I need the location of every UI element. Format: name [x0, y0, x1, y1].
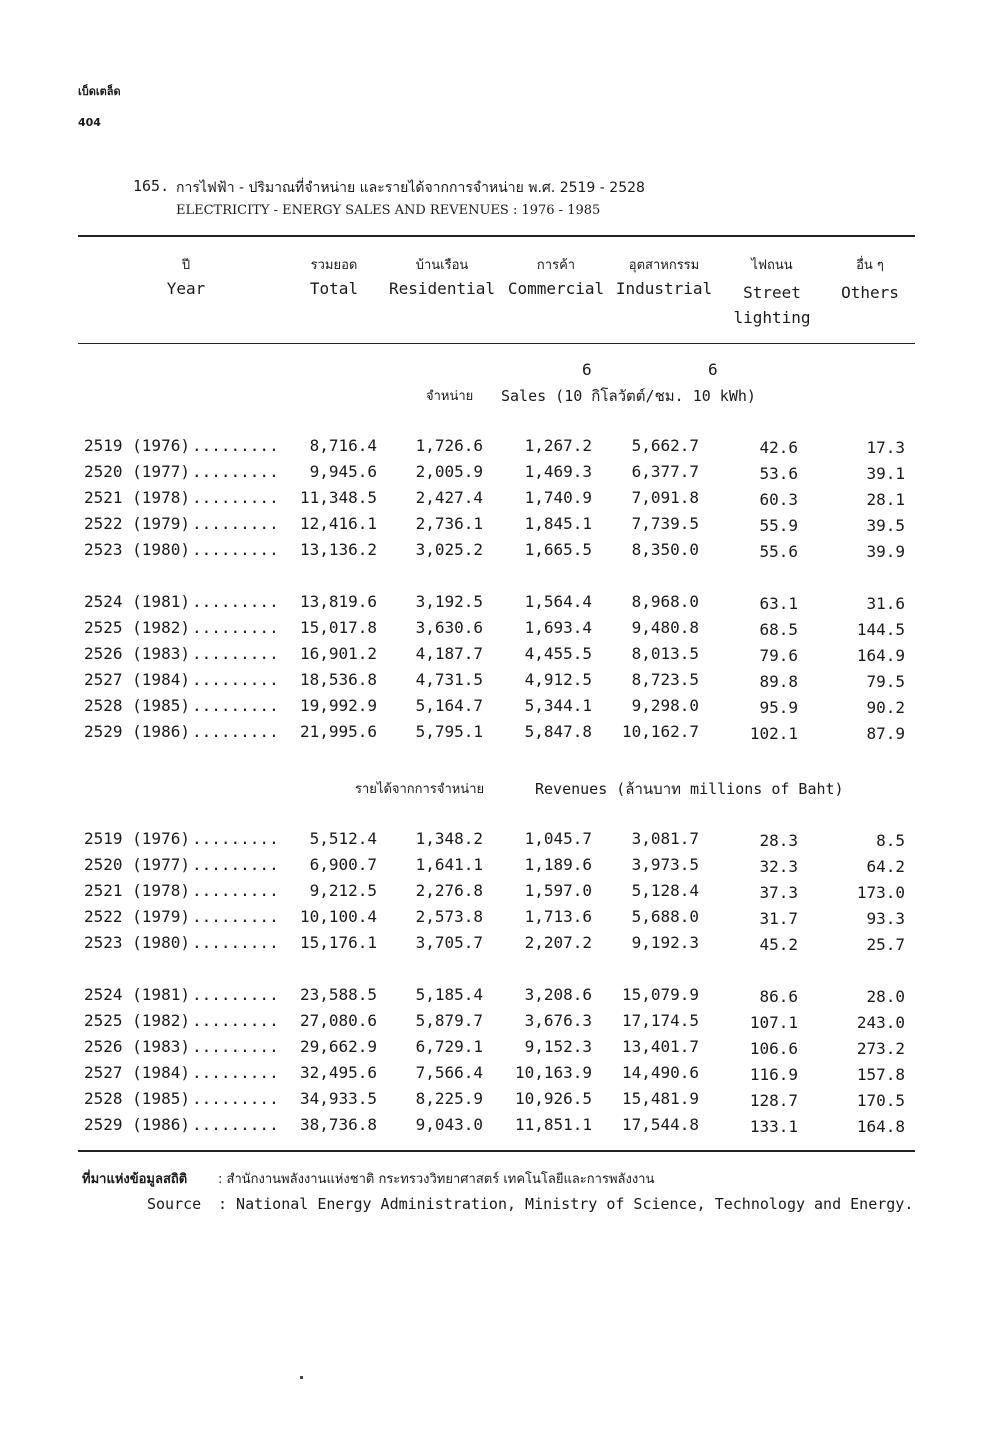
- revenues-cell-col4: 15,079.9: [621, 985, 699, 1004]
- sales-cell-col6: 17.3: [866, 438, 905, 457]
- revenues-heading-en: Revenues (ล้านบาท millions of Baht): [535, 780, 844, 798]
- revenues-cell-col5: 128.7: [749, 1091, 798, 1110]
- sales-cell-col3: 1,469.3: [524, 462, 592, 481]
- sales-cell-col1: 21,995.6: [299, 722, 377, 741]
- revenues-cell-col5: 133.1: [749, 1117, 798, 1136]
- sales-cell-col3: 1,845.1: [524, 514, 592, 533]
- revenues-cell-col6: 164.8: [856, 1117, 905, 1136]
- revenues-row-leader-dots: .........: [192, 933, 279, 952]
- column-header-en-2: Residential: [389, 279, 495, 298]
- sales-cell-col4: 7,739.5: [631, 514, 699, 533]
- sales-row-year: 2526 (1983): [84, 644, 190, 663]
- sales-row-year: 2525 (1982): [84, 618, 190, 637]
- revenues-row-leader-dots: .........: [192, 1089, 279, 1108]
- sales-cell-col5: 55.9: [759, 516, 798, 535]
- source-th-label: ที่มาแห่งข้อมูลสถิติ: [82, 1172, 188, 1187]
- top-rule: [78, 235, 915, 237]
- sales-cell-col6: 28.1: [866, 490, 905, 509]
- sales-cell-col6: 39.5: [866, 516, 905, 535]
- revenues-cell-col2: 8,225.9: [415, 1089, 483, 1108]
- sales-cell-col1: 9,945.6: [309, 462, 377, 481]
- revenues-row-leader-dots: .........: [192, 1037, 279, 1056]
- table-number: 165.: [133, 177, 170, 195]
- sales-row-year: 2522 (1979): [84, 514, 190, 533]
- revenues-cell-col3: 3,208.6: [524, 985, 592, 1004]
- revenues-cell-col2: 1,641.1: [415, 855, 483, 874]
- revenues-cell-col6: 8.5: [876, 831, 905, 850]
- revenues-row-year: 2524 (1981): [84, 985, 190, 1004]
- table-title-en: ELECTRICITY - ENERGY SALES AND REVENUES : 1976 - 1985: [176, 203, 601, 218]
- column-header-en-0: Year: [166, 279, 206, 298]
- sales-row-leader-dots: .........: [192, 644, 279, 663]
- sales-cell-col6: 87.9: [866, 724, 905, 743]
- sales-cell-col2: 5,795.1: [415, 722, 483, 741]
- column-header-th-4: อุตสาหกรรม: [628, 258, 700, 273]
- revenues-cell-col6: 273.2: [856, 1039, 905, 1058]
- revenues-cell-col5: 106.6: [749, 1039, 798, 1058]
- revenues-row-leader-dots: .........: [192, 1115, 279, 1134]
- sales-cell-col2: 4,731.5: [415, 670, 483, 689]
- revenues-row-year: 2527 (1984): [84, 1063, 190, 1082]
- revenues-cell-col6: 93.3: [866, 909, 905, 928]
- revenues-cell-col6: 25.7: [866, 935, 905, 954]
- sales-cell-col5: 68.5: [759, 620, 798, 639]
- revenues-cell-col4: 17,544.8: [621, 1115, 699, 1134]
- sales-cell-col2: 1,726.6: [415, 436, 483, 455]
- revenues-cell-col1: 9,212.5: [309, 881, 377, 900]
- source-th-text: : สำนักงานพลังงานแห่งชาติ กระทรวงวิทยาศาสตร์ เทคโนโลยีและการพลังงาน: [218, 1172, 655, 1187]
- sales-cell-col1: 18,536.8: [299, 670, 377, 689]
- revenues-cell-col2: 9,043.0: [415, 1115, 483, 1134]
- revenues-row-year: 2529 (1986): [84, 1115, 190, 1134]
- revenues-cell-col2: 6,729.1: [415, 1037, 483, 1056]
- header-rule: [78, 343, 915, 344]
- sales-cell-col2: 2,736.1: [415, 514, 483, 533]
- sales-cell-col1: 16,901.2: [299, 644, 377, 663]
- sales-cell-col4: 8,350.0: [631, 540, 699, 559]
- column-header-th-6: อื่น ๆ: [856, 258, 884, 273]
- revenues-cell-col3: 1,189.6: [524, 855, 592, 874]
- source-en-label: Source: [147, 1195, 202, 1213]
- revenues-cell-col3: 10,163.9: [514, 1063, 592, 1082]
- source-en-text: : National Energy Administration, Ministry of Science, Technology and Energy.: [218, 1195, 914, 1213]
- sales-cell-col2: 3,025.2: [415, 540, 483, 559]
- sales-row-leader-dots: .........: [192, 540, 279, 559]
- sales-cell-col6: 164.9: [856, 646, 905, 665]
- sales-cell-col2: 2,005.9: [415, 462, 483, 481]
- sales-cell-col4: 8,968.0: [631, 592, 699, 611]
- sales-cell-col5: 102.1: [749, 724, 798, 743]
- revenues-cell-col1: 38,736.8: [299, 1115, 377, 1134]
- sales-row-year: 2529 (1986): [84, 722, 190, 741]
- sales-cell-col3: 5,847.8: [524, 722, 592, 741]
- sales-cell-col3: 1,693.4: [524, 618, 592, 637]
- sales-cell-col1: 11,348.5: [299, 488, 377, 507]
- sales-row-leader-dots: .........: [192, 488, 279, 507]
- sales-cell-col4: 9,480.8: [631, 618, 699, 637]
- sales-cell-col6: 144.5: [856, 620, 905, 639]
- sales-cell-col3: 1,267.2: [524, 436, 592, 455]
- sales-row-year: 2520 (1977): [84, 462, 190, 481]
- sales-cell-col5: 55.6: [759, 542, 798, 561]
- revenues-cell-col6: 243.0: [856, 1013, 905, 1032]
- revenues-cell-col1: 6,900.7: [309, 855, 377, 874]
- sales-row-leader-dots: .........: [192, 592, 279, 611]
- sales-cell-col2: 2,427.4: [415, 488, 483, 507]
- sales-row-year: 2519 (1976): [84, 436, 190, 455]
- revenues-cell-col5: 107.1: [749, 1013, 798, 1032]
- column-header-th-3: การค้า: [536, 258, 576, 273]
- revenues-row-year: 2520 (1977): [84, 855, 190, 874]
- revenues-cell-col1: 10,100.4: [299, 907, 377, 926]
- sales-cell-col3: 5,344.1: [524, 696, 592, 715]
- revenues-cell-col1: 15,176.1: [299, 933, 377, 952]
- sales-cell-col6: 79.5: [866, 672, 905, 691]
- revenues-cell-col5: 86.6: [759, 987, 798, 1006]
- revenues-cell-col3: 10,926.5: [514, 1089, 592, 1108]
- revenues-heading-th: รายได้จากการจำหน่าย: [355, 782, 485, 797]
- page-number: 404: [78, 116, 101, 129]
- revenues-cell-col3: 11,851.1: [514, 1115, 592, 1134]
- revenues-row-leader-dots: .........: [192, 855, 279, 874]
- sales-cell-col4: 8,723.5: [631, 670, 699, 689]
- sales-row-leader-dots: .........: [192, 696, 279, 715]
- revenues-cell-col4: 3,081.7: [631, 829, 699, 848]
- column-header-th-0: ปี: [181, 258, 191, 273]
- sales-row-year: 2523 (1980): [84, 540, 190, 559]
- revenues-row-leader-dots: .........: [192, 1063, 279, 1082]
- revenues-cell-col1: 5,512.4: [309, 829, 377, 848]
- sales-cell-col3: 4,912.5: [524, 670, 592, 689]
- revenues-row-year: 2519 (1976): [84, 829, 190, 848]
- revenues-cell-col2: 7,566.4: [415, 1063, 483, 1082]
- sales-heading-en: Sales (10 กิโลวัตต์/ชม. 10 kWh): [501, 387, 756, 405]
- sales-row-year: 2528 (1985): [84, 696, 190, 715]
- revenues-cell-col3: 1,713.6: [524, 907, 592, 926]
- revenues-cell-col4: 5,688.0: [631, 907, 699, 926]
- revenues-cell-col1: 34,933.5: [299, 1089, 377, 1108]
- sales-heading-th: จำหน่าย: [426, 389, 474, 404]
- sales-row-leader-dots: .........: [192, 670, 279, 689]
- revenues-row-leader-dots: .........: [192, 1011, 279, 1030]
- revenues-row-leader-dots: .........: [192, 907, 279, 926]
- revenues-cell-col3: 1,597.0: [524, 881, 592, 900]
- sales-row-leader-dots: .........: [192, 436, 279, 455]
- sales-cell-col1: 13,136.2: [299, 540, 377, 559]
- revenues-cell-col3: 9,152.3: [524, 1037, 592, 1056]
- revenues-cell-col5: 32.3: [759, 857, 798, 876]
- sales-cell-col1: 8,716.4: [309, 436, 377, 455]
- sales-cell-col4: 6,377.7: [631, 462, 699, 481]
- revenues-cell-col6: 28.0: [866, 987, 905, 1006]
- revenues-row-year: 2523 (1980): [84, 933, 190, 952]
- revenues-cell-col6: 170.5: [856, 1091, 905, 1110]
- revenues-row-year: 2525 (1982): [84, 1011, 190, 1030]
- column-header-en-3: Commercial: [507, 279, 605, 298]
- revenues-cell-col4: 14,490.6: [621, 1063, 699, 1082]
- revenues-cell-col3: 3,676.3: [524, 1011, 592, 1030]
- revenues-cell-col5: 45.2: [759, 935, 798, 954]
- sales-row-leader-dots: .........: [192, 618, 279, 637]
- stray-dot: [300, 1376, 303, 1379]
- revenues-cell-col1: 27,080.6: [299, 1011, 377, 1030]
- sales-cell-col1: 15,017.8: [299, 618, 377, 637]
- sales-row-year: 2521 (1978): [84, 488, 190, 507]
- sales-cell-col6: 39.9: [866, 542, 905, 561]
- sales-cell-col5: 60.3: [759, 490, 798, 509]
- sales-cell-col4: 10,162.7: [621, 722, 699, 741]
- sales-cell-col2: 3,192.5: [415, 592, 483, 611]
- column-header-th-5: ไฟถนน: [751, 258, 793, 273]
- revenues-cell-col2: 1,348.2: [415, 829, 483, 848]
- revenues-cell-col3: 1,045.7: [524, 829, 592, 848]
- sales-exponent-1: 6: [582, 360, 592, 379]
- sales-cell-col3: 1,665.5: [524, 540, 592, 559]
- sales-cell-col3: 4,455.5: [524, 644, 592, 663]
- sales-cell-col6: 31.6: [866, 594, 905, 613]
- sales-row-year: 2527 (1984): [84, 670, 190, 689]
- revenues-cell-col4: 3,973.5: [631, 855, 699, 874]
- revenues-cell-col1: 29,662.9: [299, 1037, 377, 1056]
- revenues-cell-col6: 173.0: [856, 883, 905, 902]
- sales-row-leader-dots: .........: [192, 462, 279, 481]
- sales-row-leader-dots: .........: [192, 514, 279, 533]
- sales-cell-col4: 5,662.7: [631, 436, 699, 455]
- revenues-row-year: 2528 (1985): [84, 1089, 190, 1108]
- revenues-cell-col2: 5,879.7: [415, 1011, 483, 1030]
- revenues-row-year: 2522 (1979): [84, 907, 190, 926]
- running-head: เบ็ดเตล็ด: [78, 85, 121, 98]
- bottom-rule: [78, 1150, 915, 1152]
- revenues-cell-col4: 15,481.9: [621, 1089, 699, 1108]
- revenues-row-year: 2521 (1978): [84, 881, 190, 900]
- revenues-cell-col6: 64.2: [866, 857, 905, 876]
- revenues-row-leader-dots: .........: [192, 829, 279, 848]
- sales-cell-col5: 53.6: [759, 464, 798, 483]
- sales-cell-col4: 9,298.0: [631, 696, 699, 715]
- column-header-en-4: Industrial: [615, 279, 713, 298]
- sales-cell-col4: 8,013.5: [631, 644, 699, 663]
- column-header-en-1: Total: [309, 279, 359, 298]
- sales-cell-col2: 3,630.6: [415, 618, 483, 637]
- sales-cell-col3: 1,564.4: [524, 592, 592, 611]
- revenues-row-leader-dots: .........: [192, 881, 279, 900]
- revenues-cell-col4: 17,174.5: [621, 1011, 699, 1030]
- sales-cell-col5: 79.6: [759, 646, 798, 665]
- revenues-cell-col4: 5,128.4: [631, 881, 699, 900]
- sales-cell-col2: 5,164.7: [415, 696, 483, 715]
- revenues-cell-col3: 2,207.2: [524, 933, 592, 952]
- revenues-cell-col5: 28.3: [759, 831, 798, 850]
- column-header-th-2: บ้านเรือน: [415, 258, 469, 273]
- column-header-th-1: รวมยอด: [310, 258, 358, 273]
- sales-cell-col1: 12,416.1: [299, 514, 377, 533]
- sales-cell-col2: 4,187.7: [415, 644, 483, 663]
- revenues-cell-col1: 23,588.5: [299, 985, 377, 1004]
- column-header-en-5: Street: [743, 283, 801, 302]
- table-title-th: การไฟฟ้า - ปริมาณที่จำหน่าย และรายได้จากการจำหน่าย พ.ศ. 2519 - 2528: [176, 180, 645, 196]
- column-header-en2-5: lighting: [733, 308, 811, 327]
- sales-cell-col6: 39.1: [866, 464, 905, 483]
- revenues-row-year: 2526 (1983): [84, 1037, 190, 1056]
- revenues-cell-col2: 2,573.8: [415, 907, 483, 926]
- sales-cell-col5: 63.1: [759, 594, 798, 613]
- revenues-cell-col4: 9,192.3: [631, 933, 699, 952]
- sales-cell-col6: 90.2: [866, 698, 905, 717]
- revenues-cell-col2: 3,705.7: [415, 933, 483, 952]
- revenues-cell-col4: 13,401.7: [621, 1037, 699, 1056]
- sales-cell-col1: 19,992.9: [299, 696, 377, 715]
- revenues-cell-col1: 32,495.6: [299, 1063, 377, 1082]
- revenues-cell-col2: 2,276.8: [415, 881, 483, 900]
- sales-cell-col5: 42.6: [759, 438, 798, 457]
- revenues-cell-col5: 37.3: [759, 883, 798, 902]
- sales-cell-col5: 95.9: [759, 698, 798, 717]
- sales-cell-col4: 7,091.8: [631, 488, 699, 507]
- column-header-en-6: Others: [841, 283, 899, 302]
- sales-cell-col5: 89.8: [759, 672, 798, 691]
- sales-row-year: 2524 (1981): [84, 592, 190, 611]
- sales-row-leader-dots: .........: [192, 722, 279, 741]
- revenues-row-leader-dots: .........: [192, 985, 279, 1004]
- sales-cell-col1: 13,819.6: [299, 592, 377, 611]
- sales-exponent-2: 6: [708, 360, 718, 379]
- revenues-cell-col6: 157.8: [856, 1065, 905, 1084]
- revenues-cell-col2: 5,185.4: [415, 985, 483, 1004]
- sales-cell-col3: 1,740.9: [524, 488, 592, 507]
- revenues-cell-col5: 31.7: [759, 909, 798, 928]
- revenues-cell-col5: 116.9: [749, 1065, 798, 1084]
